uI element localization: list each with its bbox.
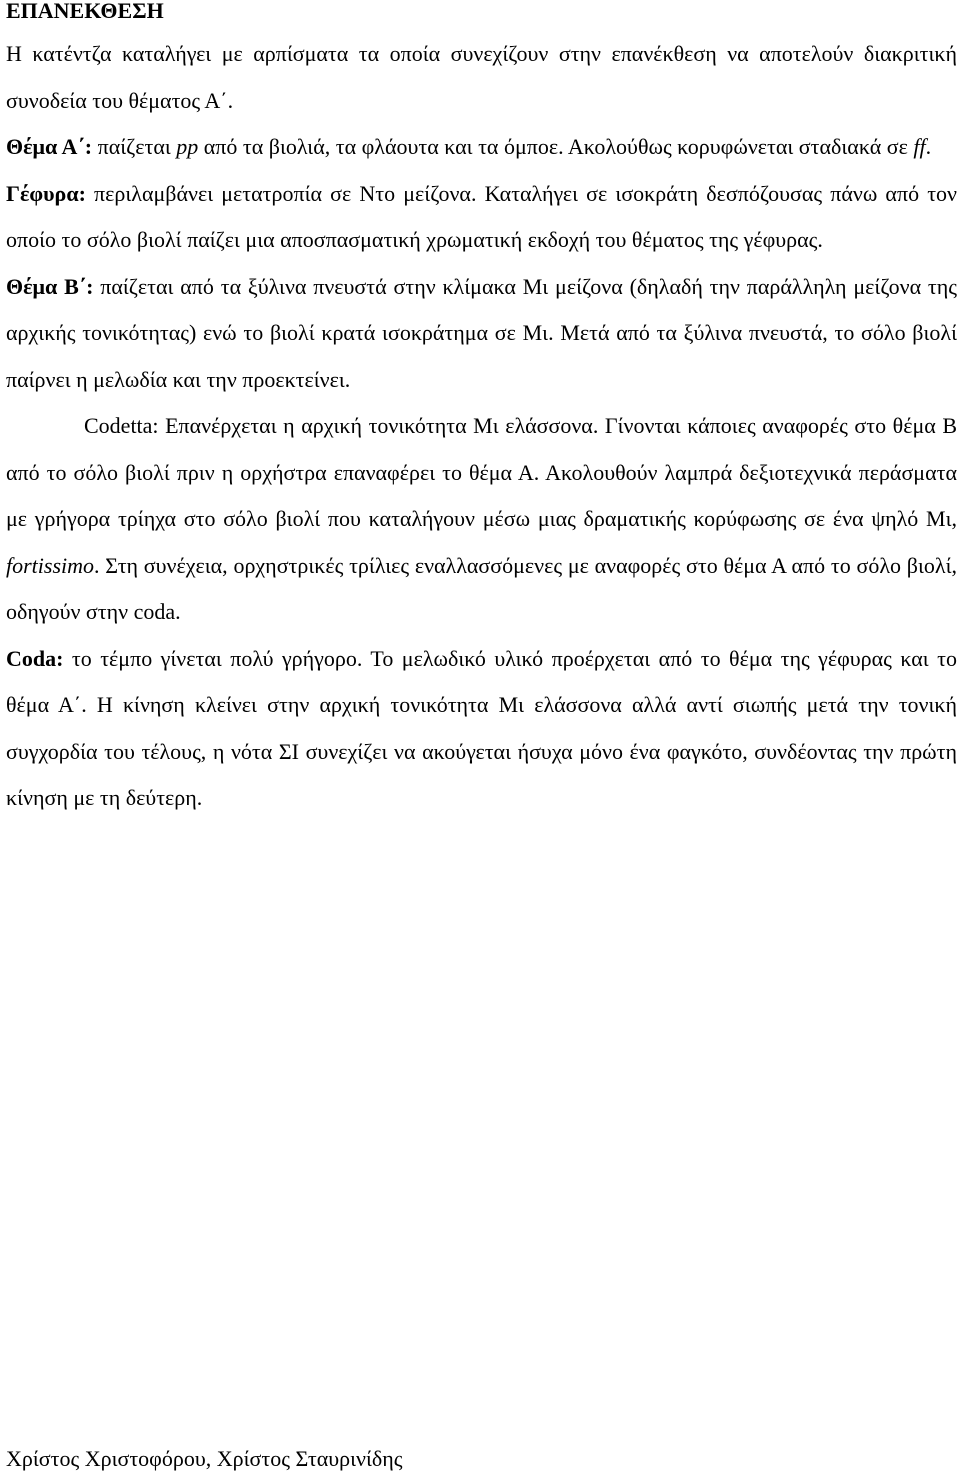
theme-a-text-1: παίζεται <box>92 134 177 159</box>
paragraph-theme-a <box>6 124 957 171</box>
footer-authors: Χρίστος Χριστοφόρου, Χρίστος Σταυρινίδης <box>6 1446 403 1471</box>
paragraph-bridge <box>6 171 957 264</box>
theme-b-text: παίζεται από τα ξύλινα πνευστά στην κλίμακα Μι μείζονα (δηλαδή την παράλληλη μείζονα της αρχικής τονικότητας) ενώ το βιολί κρατά ισοκράτημα σε Μι. Μετά από τα ξύλινα πνευστά, το σόλο βιολί παίρνει η μελωδία και την προεκτείνει. <box>6 273 957 392</box>
coda-label: Coda: <box>6 645 64 671</box>
dynamic-fortissimo: fortissimo <box>6 552 95 578</box>
dynamic-ff: ff <box>913 134 926 159</box>
theme-a-text-3: . <box>925 134 932 159</box>
codetta-text-2: . Στη συνέχεια, ορχηστρικές τρίλιες εναλλασσόμενες με αναφορές στο θέμα Α από το σόλο βιολί, οδηγούν στην coda. <box>6 552 957 624</box>
codetta-text-1: Codetta: Επανέρχεται η αρχική τονικότητα Μι ελάσσονα. Γίνονται κάποιες αναφορές στο θέμα Β από το σόλο βιολί πριν η ορχήστρα επαναφέρει το θέμα Α. Ακολουθούν λαμπρά δεξιοτεχνικά περάσματα με γρήγορα τρίηχα στο σόλο βιολί που καταλήγουν μέσω μιας δραματικής κορύφωσης σε ένα ψηλό Μι, <box>6 413 957 531</box>
coda-text: το τέμπο γίνεται πολύ γρήγορο. Το μελωδικό υλικό προέρχεται από το θέμα της γέφυρας και το θέμα Α΄. Η κίνηση κλείνει στην αρχική τονικότητα Μι ελάσσονα αλλά αντί σιωπής μετά την τονική συγχορδία του τέλους, η νότα ΣΙ συνεχίζει να ακούγεται ήσυχα μόνο ένα φαγκότο, συνδέοντας την πρώτη κίνηση με τη δεύτερη. <box>6 645 957 810</box>
document-body <box>6 31 957 822</box>
paragraph-coda <box>6 636 957 822</box>
section-heading: ΕΠΑΝΕΚΘΕΣΗ <box>6 0 164 23</box>
dynamic-pp: pp <box>176 134 199 159</box>
paragraph-codetta <box>6 403 957 636</box>
theme-b-label: Θέμα Β΄: <box>6 273 94 299</box>
theme-a-text-2: από τα βιολιά, τα φλάουτα και τα όμποε. Ακολούθως κορυφώνεται σταδιακά σε <box>198 134 914 159</box>
paragraph-cadenza: Η κατέντζα καταλήγει με αρπίσματα τα οποία συνεχίζουν στην επανέκθεση να αποτελούν διακριτική συνοδεία του θέματος Α΄. <box>6 41 957 113</box>
bridge-text: περιλαμβάνει μετατροπία σε Ντο μείζονα. Καταλήγει σε ισοκράτη δεσπόζουσας πάνω από τον οποίο το σόλο βιολί παίζει μια αποσπασματική χρωματική εκδοχή του θέματος της γέφυρας. <box>6 180 957 252</box>
theme-a-label: Θέμα Α΄: <box>6 134 93 159</box>
bridge-label: Γέφυρα: <box>6 180 86 206</box>
paragraph-theme-b <box>6 264 957 404</box>
